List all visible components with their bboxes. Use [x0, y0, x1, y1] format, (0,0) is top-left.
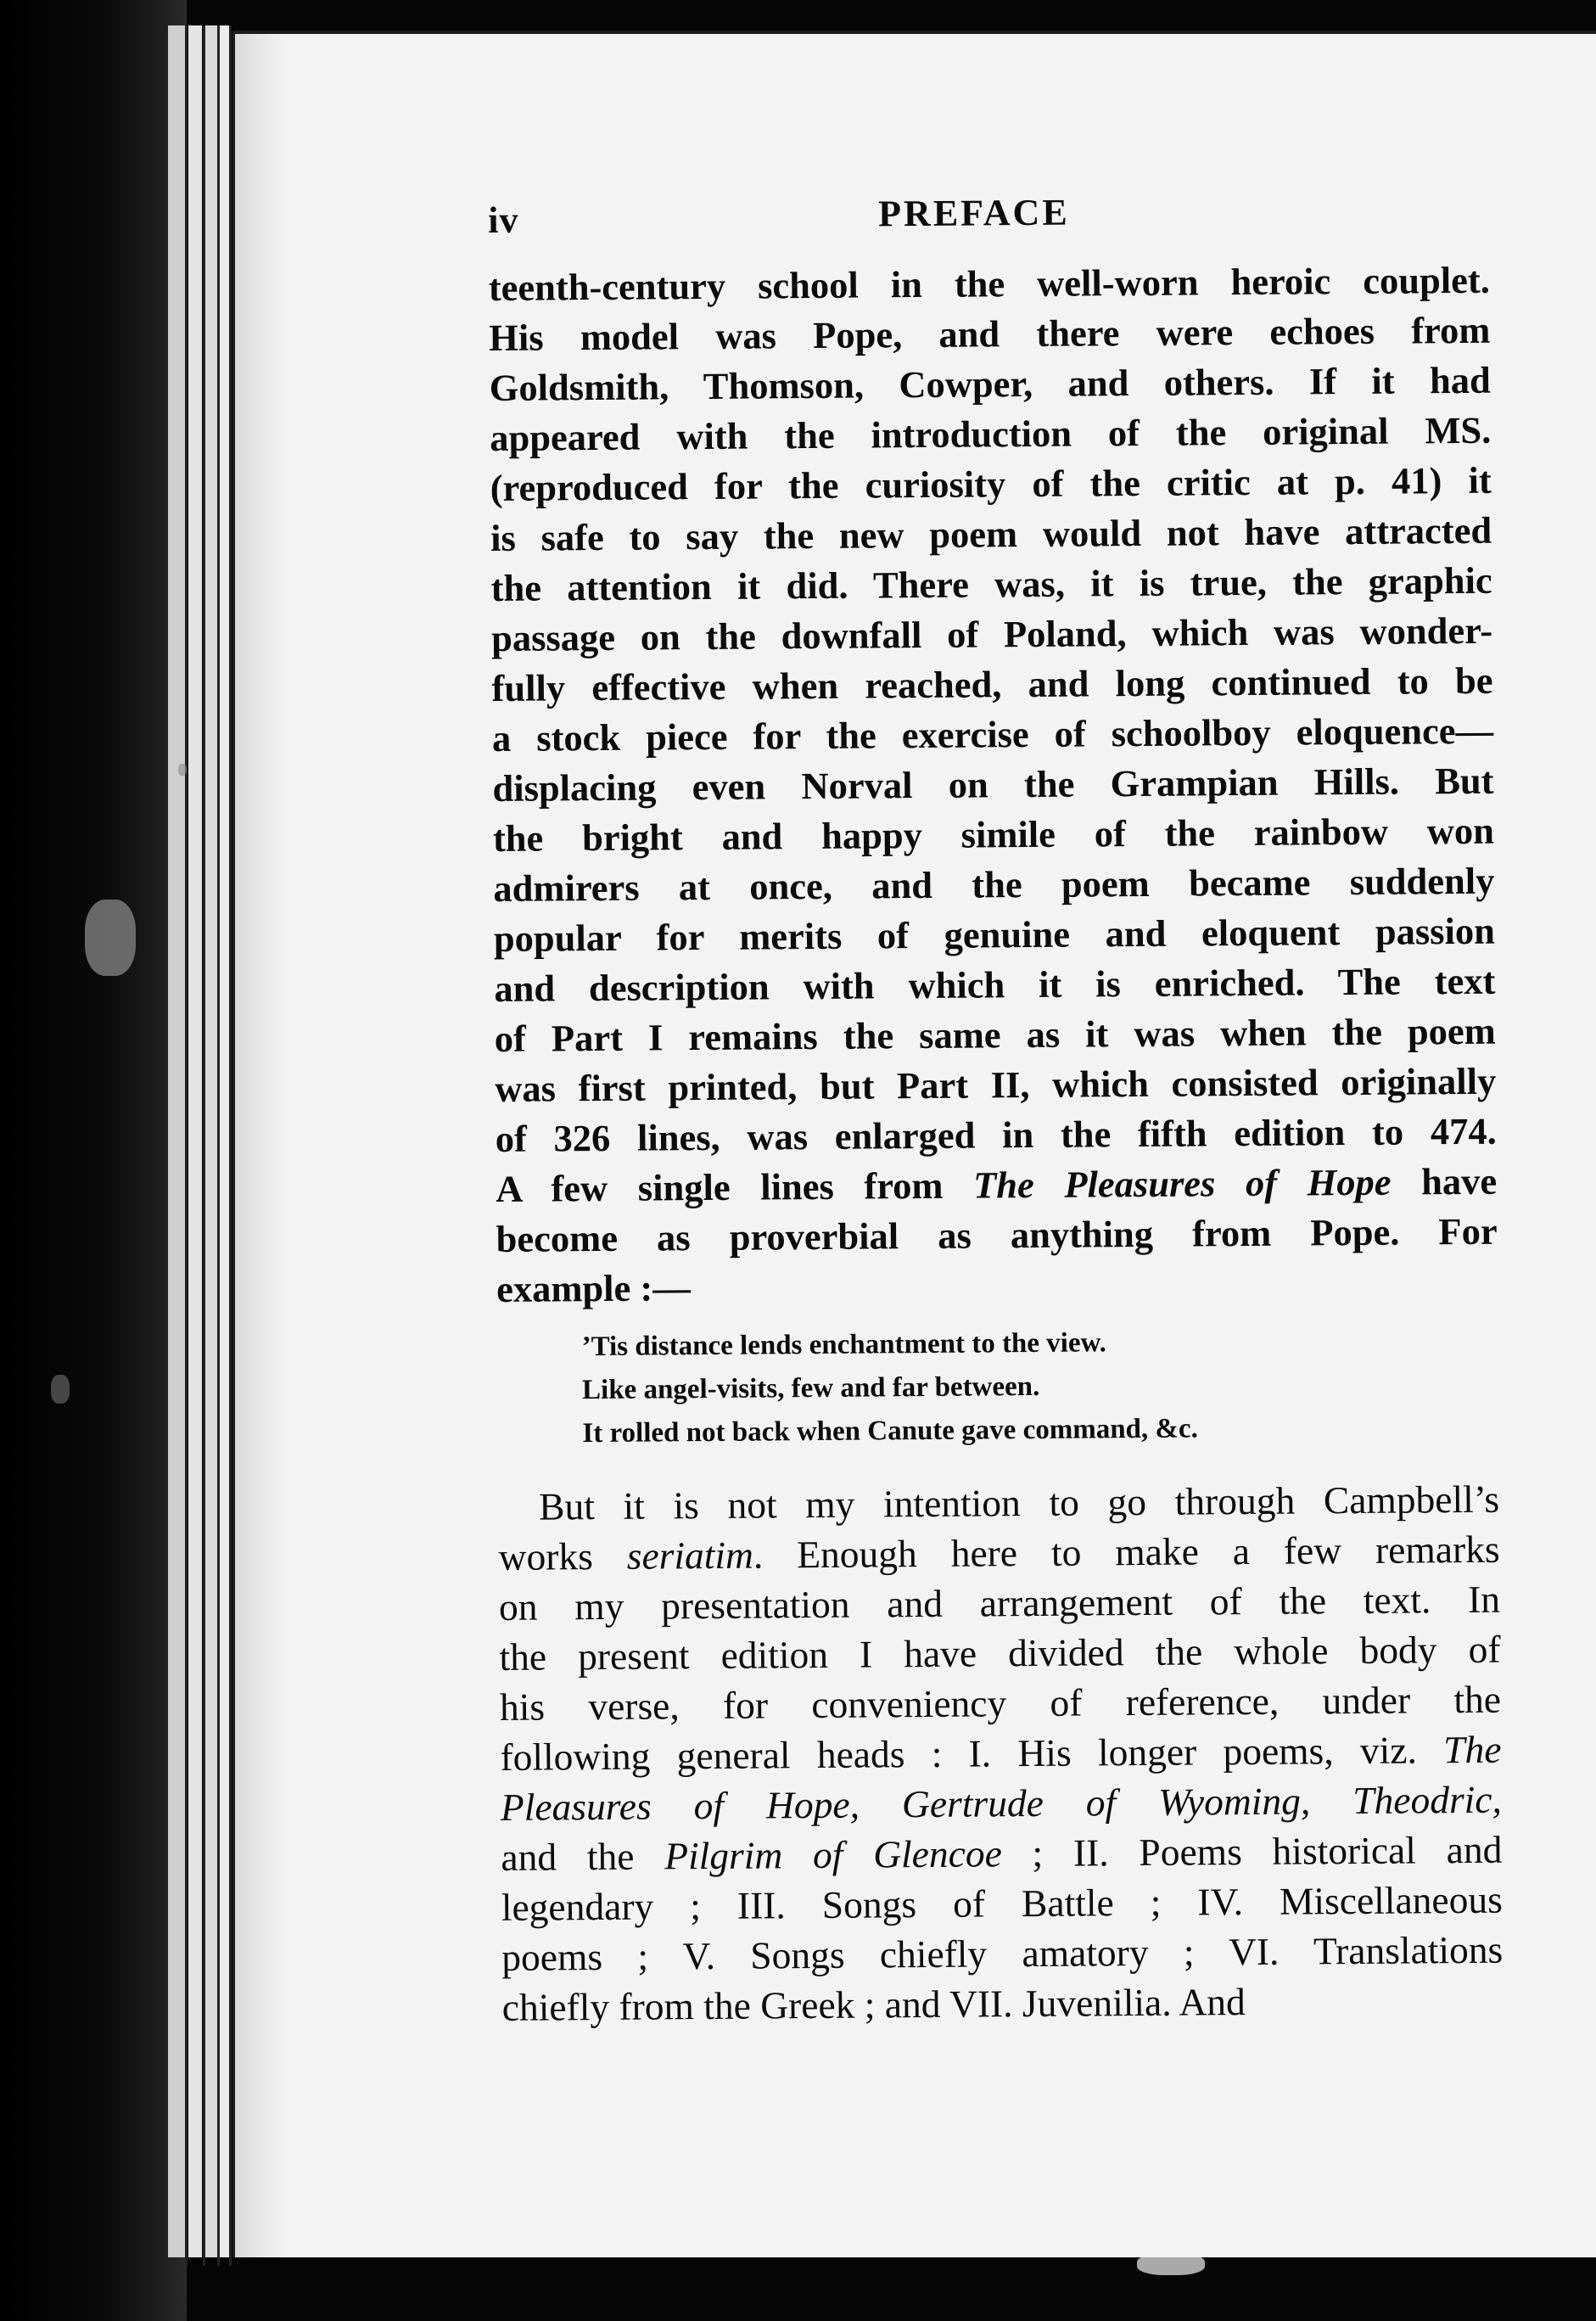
page-edge — [205, 25, 217, 2257]
page-header — [488, 188, 1490, 256]
text-line: But it is not my intention to go through Campbell’s — [538, 1477, 1500, 1528]
text-run: following general heads : I. His longer poems, viz. — [500, 1728, 1444, 1779]
italic-title: The Pleasures of Hope — [972, 1160, 1392, 1207]
text-run: works — [498, 1533, 627, 1578]
italic-title: Pilgrim of Glencoe — [664, 1831, 1002, 1878]
italic-title: The — [1442, 1727, 1502, 1772]
text-line — [500, 1724, 1501, 1782]
page-shade — [235, 34, 286, 2257]
scan-blot — [51, 1375, 70, 1404]
page-edge-line — [185, 25, 188, 2266]
page-edge-line — [203, 25, 205, 2266]
text-line: appeared with the introduction of the original MS. — [490, 408, 1492, 459]
text-line: legendary ; III. Songs of Battle ; IV. Miscellaneous — [501, 1877, 1504, 1929]
quotation-block — [496, 1319, 1498, 1456]
page-edge — [219, 25, 229, 2257]
text-line: admirers at once, and the poem became suddenly — [493, 859, 1495, 910]
page-edge — [188, 25, 202, 2257]
text-line: displacing even Norval on the Grampian Hills. But — [492, 759, 1494, 810]
book-gutter — [0, 0, 187, 2321]
text-line: chiefly from the Greek ; and VII. Juvenilia. And — [501, 1980, 1246, 2029]
text-line: Goldsmith, Thomson, Cowper, and others. If it had — [489, 358, 1491, 409]
text-line: a stock piece for the exercise of schoolboy eloquence— — [491, 709, 1494, 760]
text-line: poems ; V. Songs chiefly amatory ; VI. Translations — [501, 1927, 1504, 1979]
page-number: iv — [488, 199, 519, 241]
text-line: (reproduced for the curiosity of the critic at p. 41) it — [490, 458, 1492, 509]
text-run: . Enough here to make a few remarks — [753, 1527, 1500, 1577]
text-run: A few single lines from — [496, 1163, 974, 1210]
text-line: the attention it did. There was, it is true, the graphic — [490, 558, 1492, 609]
text-line — [501, 1825, 1502, 1882]
text-line — [496, 1157, 1497, 1214]
text-line — [501, 1774, 1502, 1832]
text-line: teenth-century school in the well-worn heroic couplet. — [488, 258, 1491, 309]
text-line: fully effective when reached, and long continued to be — [491, 659, 1493, 709]
paragraph-2 — [498, 1474, 1504, 2032]
text-line: on my presentation and arrangement of the text. In — [498, 1577, 1501, 1629]
text-line: of Part I remains the same as it was when the poem — [494, 1009, 1496, 1060]
scan-blot — [85, 900, 136, 976]
text-line: passage on the downfall of Poland, which was wonder- — [490, 608, 1493, 659]
text-run: and the — [501, 1834, 665, 1879]
page-edge-line — [217, 25, 220, 2266]
scan-blot — [178, 764, 187, 776]
text-line: the bright and happy simile of the rainbow won — [492, 809, 1495, 860]
paragraph-1 — [489, 255, 1498, 1315]
text-line: is safe to say the new poem would not have attracted — [490, 508, 1492, 559]
text-line: His model was Pope, and there were echoes from — [489, 308, 1491, 359]
page-text — [488, 188, 1504, 2032]
text-run: ; II. Poems historical and — [1001, 1827, 1503, 1875]
running-head: PREFACE — [877, 191, 1070, 235]
italic-title: Pleasures of Hope, Gertrude of Wyoming, Theodric, — [500, 1777, 1503, 1829]
text-line: the present edition I have divided the whole body of — [499, 1627, 1501, 1679]
text-line: Like angel-visits, few and far between. — [581, 1371, 1040, 1406]
italic-title: seriatim — [626, 1533, 754, 1578]
text-line: popular for merits of genuine and eloquent passion — [493, 909, 1496, 960]
text-line: and description with which it is enriched. The text — [494, 959, 1496, 1010]
text-run: have — [1391, 1159, 1498, 1203]
text-line: It rolled not back when Canute gave command, &c. — [582, 1413, 1198, 1449]
text-line: was first printed, but Part II, which consisted originally — [495, 1059, 1497, 1110]
page-edge-line — [229, 25, 232, 2266]
book-page — [232, 31, 1596, 2257]
text-line: example :— — [496, 1266, 691, 1310]
text-line: ’Tis distance lends enchantment to the view. — [581, 1327, 1106, 1363]
text-line — [498, 1524, 1499, 1582]
text-line: his verse, for conveniency of reference, under the — [499, 1677, 1502, 1729]
page-edge — [168, 25, 185, 2257]
text-line: of 326 lines, was enlarged in the fifth edition to 474. — [495, 1109, 1497, 1160]
text-line: become as proverbial as anything from Pope. For — [496, 1209, 1498, 1260]
